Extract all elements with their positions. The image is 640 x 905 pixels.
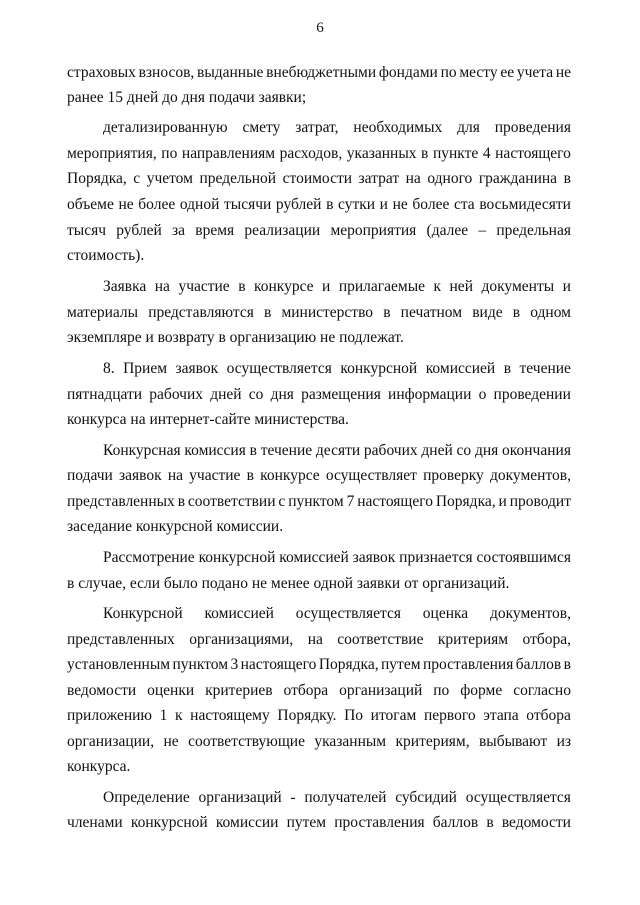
word: рублей [275, 196, 322, 213]
word: с [133, 170, 141, 187]
word: участие [189, 467, 241, 484]
word: виде [472, 304, 503, 321]
word: одной [179, 196, 220, 213]
word: выбывают [478, 733, 548, 750]
word: организаций [339, 682, 423, 699]
word: на [405, 170, 421, 187]
word: участие [178, 278, 230, 295]
text-line [103, 440, 571, 462]
word: фондами [378, 64, 438, 81]
word: течение [519, 360, 571, 377]
word: со [248, 386, 264, 403]
text-line [103, 358, 571, 380]
word: – [478, 222, 487, 239]
text-line [67, 629, 571, 651]
word: размещения [301, 386, 381, 403]
word: по [161, 145, 178, 162]
word: настоящего [357, 493, 433, 510]
word: в [563, 656, 571, 673]
word: дня [474, 442, 499, 459]
word: - [290, 789, 296, 806]
word: в [486, 814, 494, 831]
word: конкурсе [260, 467, 320, 484]
word: представленных [67, 631, 175, 648]
word: не [555, 64, 571, 81]
word: для [457, 119, 480, 136]
word: по [433, 682, 450, 699]
word: 8. [103, 360, 115, 377]
word: одного [427, 170, 473, 187]
text-line [67, 87, 306, 109]
word: признается [399, 549, 473, 566]
word: время [195, 222, 235, 239]
word: месту [459, 64, 498, 81]
word: материалы [67, 304, 139, 321]
word: дня [270, 386, 294, 403]
word: членами [67, 814, 123, 831]
word: внебюджетными [266, 64, 377, 81]
word: направлениям [181, 145, 276, 162]
word: к [433, 278, 442, 295]
text-line [103, 603, 571, 625]
word: ста [453, 196, 475, 213]
word: Заявка [103, 278, 147, 295]
text-line [67, 62, 571, 84]
text-line [67, 245, 144, 267]
word: путем [381, 656, 421, 673]
text-line [67, 680, 571, 702]
word: учетом [146, 170, 193, 187]
word: со [456, 442, 472, 459]
word: с [278, 493, 286, 510]
word: из [556, 733, 571, 750]
word: не [163, 733, 179, 750]
text-line [67, 812, 571, 834]
word: министерство [281, 304, 374, 321]
line-text: экземпляре и возврату в организацию не подлежат. [67, 329, 404, 346]
text-line [67, 731, 571, 753]
word: рублей [116, 222, 162, 239]
word: реализации [244, 222, 321, 239]
word: настоящего [240, 656, 317, 673]
word: течение [260, 442, 313, 459]
text-line [103, 547, 571, 569]
word: форме [460, 682, 503, 699]
word: сутки [338, 196, 376, 213]
word: тысяч [67, 222, 106, 239]
word: информации [388, 386, 472, 403]
word: этапа [483, 707, 519, 724]
word: учета [516, 64, 554, 81]
word: осуществляет [325, 467, 417, 484]
word: на [167, 467, 183, 484]
word: и [562, 278, 571, 295]
word: настоящему [190, 707, 270, 724]
word: По [344, 707, 364, 724]
word: комиссией [204, 605, 274, 622]
word: критериям [437, 631, 509, 648]
word: Рассмотрение [103, 549, 195, 566]
word: проведения [494, 119, 571, 136]
word: восьмидесяти [479, 196, 571, 213]
word: ее [500, 64, 515, 81]
word: заявок [119, 467, 162, 484]
word: дней [421, 442, 453, 459]
text-line [67, 384, 571, 406]
word: в [238, 278, 246, 295]
word: комиссией [279, 549, 349, 566]
word: документов, [489, 467, 571, 484]
word: в [263, 304, 272, 321]
word: 3 [230, 656, 239, 673]
word: (далее [426, 222, 469, 239]
word: и [322, 278, 331, 295]
word: осуществляется [226, 360, 332, 377]
text-line [67, 409, 349, 431]
word: на [154, 278, 170, 295]
word: представляются [148, 304, 254, 321]
word: пунктом [288, 493, 344, 510]
word: субсидий [395, 789, 457, 806]
word: Определение [103, 789, 190, 806]
word: Порядка, [67, 170, 127, 187]
word: соответствии [187, 493, 276, 510]
word: критериев [205, 682, 273, 699]
word: в [246, 467, 254, 484]
word: мероприятия [330, 222, 417, 239]
word: проводит [509, 493, 571, 510]
word: Конкурсной [103, 605, 183, 622]
line-text: заседание конкурсной комиссии. [67, 518, 284, 535]
word: организации, [67, 733, 155, 750]
word: отбора [283, 682, 329, 699]
page-number: 6 [316, 20, 324, 36]
word: ведомости [67, 682, 137, 699]
word: 1 [159, 707, 168, 724]
word: взносов, [138, 64, 195, 81]
word: организациями, [189, 631, 294, 648]
word: первого [423, 707, 476, 724]
word: более [412, 196, 450, 213]
word: за [172, 222, 186, 239]
word: осуществляется [295, 605, 401, 622]
word: пунктом [172, 656, 228, 673]
word: более [138, 196, 176, 213]
word: указанным [314, 733, 387, 750]
word: мероприятия, [67, 145, 157, 162]
text-line [103, 276, 571, 298]
text-line [103, 787, 571, 809]
text-line [67, 143, 571, 165]
word: окончания [502, 442, 571, 459]
word: смету [242, 119, 281, 136]
word: проставления [334, 814, 425, 831]
word: о [478, 386, 487, 403]
word: одном [530, 304, 571, 321]
word: печатном [400, 304, 463, 321]
word: выданные [197, 64, 264, 81]
word: состоявшимся [476, 549, 571, 566]
word: конкурсной [198, 549, 276, 566]
word: расходов, [279, 145, 343, 162]
text-line [67, 220, 571, 242]
word: соответствие [337, 631, 424, 648]
text-line [67, 465, 571, 487]
text-line [67, 573, 509, 595]
word: предельной [199, 170, 277, 187]
text-line [67, 491, 571, 513]
word: стоимости [282, 170, 353, 187]
word: дней [210, 386, 242, 403]
word: 4 [482, 145, 491, 162]
word: прилагаемые [338, 278, 426, 295]
word: получателей [304, 789, 387, 806]
word: указанных [346, 145, 417, 162]
word: заявок [352, 549, 396, 566]
line-text: в случае, если было подано не менее одной заявки от организаций. [67, 575, 510, 592]
line-text: конкурса на интернет-сайте министерства. [67, 411, 349, 428]
word: конкурсе [254, 278, 314, 295]
word: необходимых [353, 119, 443, 136]
text-line [67, 756, 130, 778]
word: итогам [370, 707, 417, 724]
word: затрат, [295, 119, 339, 136]
word: по [440, 64, 457, 81]
word: в [503, 360, 512, 377]
word: проставления [422, 656, 514, 673]
word: в [512, 304, 521, 321]
word: представленных [67, 493, 175, 510]
word: соответствующие [188, 733, 305, 750]
word: Прием [123, 360, 168, 377]
word: оценки [147, 682, 195, 699]
word: ней [449, 278, 473, 295]
word: не [118, 196, 134, 213]
word: приложению [67, 707, 152, 724]
word: оценка [422, 605, 469, 622]
word: к [175, 707, 183, 724]
word: не [392, 196, 408, 213]
word: в [421, 145, 429, 162]
text-line [67, 516, 283, 538]
word: конкурсной [130, 814, 208, 831]
word: согласно [513, 682, 571, 699]
text-line [67, 654, 571, 676]
word: проверку [423, 467, 484, 484]
word: в [249, 442, 257, 459]
word: осуществляется [465, 789, 571, 806]
text-line [67, 168, 571, 190]
word: в [383, 304, 391, 321]
word: детализированную [103, 119, 228, 136]
line-text: стоимость). [67, 247, 145, 264]
word: пункте [432, 145, 479, 162]
text-line [67, 705, 571, 727]
word: объеме [67, 196, 114, 213]
word: затрат [358, 170, 400, 187]
word: комиссия [184, 442, 246, 459]
word: 7 [346, 493, 355, 510]
word: документов, [489, 605, 571, 622]
word: проведении [493, 386, 571, 403]
word: в [563, 170, 571, 187]
word: гражданина [478, 170, 558, 187]
word: отбора, [522, 631, 571, 648]
word: страховых [67, 64, 136, 81]
word: настоящего [495, 145, 571, 162]
word: десяти [315, 442, 361, 459]
word: предельная [496, 222, 571, 239]
word: комиссией [425, 360, 496, 377]
word: в [177, 493, 186, 510]
word: баллов [432, 814, 479, 831]
word: Порядка, [318, 656, 379, 673]
word: путем [286, 814, 327, 831]
word: баллов [515, 656, 562, 673]
text-line [67, 327, 404, 349]
word: заявок [175, 360, 219, 377]
word: рабочих [149, 386, 204, 403]
text-line [67, 302, 571, 324]
word: и [379, 196, 388, 213]
text-line [103, 117, 571, 139]
word: подачи [67, 467, 113, 484]
line-text: конкурса. [67, 758, 131, 775]
word: Конкурсная [103, 442, 181, 459]
word: конкурсной [340, 360, 418, 377]
word: установленным [67, 656, 171, 673]
word: критериям, [395, 733, 470, 750]
word: документы [481, 278, 555, 295]
word: на [307, 631, 323, 648]
word: рабочих [363, 442, 418, 459]
word: комиссии [215, 814, 279, 831]
word: ведомости [501, 814, 571, 831]
text-line [67, 194, 571, 216]
word: и [498, 493, 507, 510]
line-text: ранее 15 дней до дня подачи заявки; [67, 89, 307, 106]
word: в [326, 196, 334, 213]
word: отбора [526, 707, 571, 724]
word: пятнадцати [67, 386, 143, 403]
word: организаций [198, 789, 282, 806]
word: тысячи [224, 196, 272, 213]
word: Порядка, [435, 493, 496, 510]
word: Порядку. [277, 707, 337, 724]
